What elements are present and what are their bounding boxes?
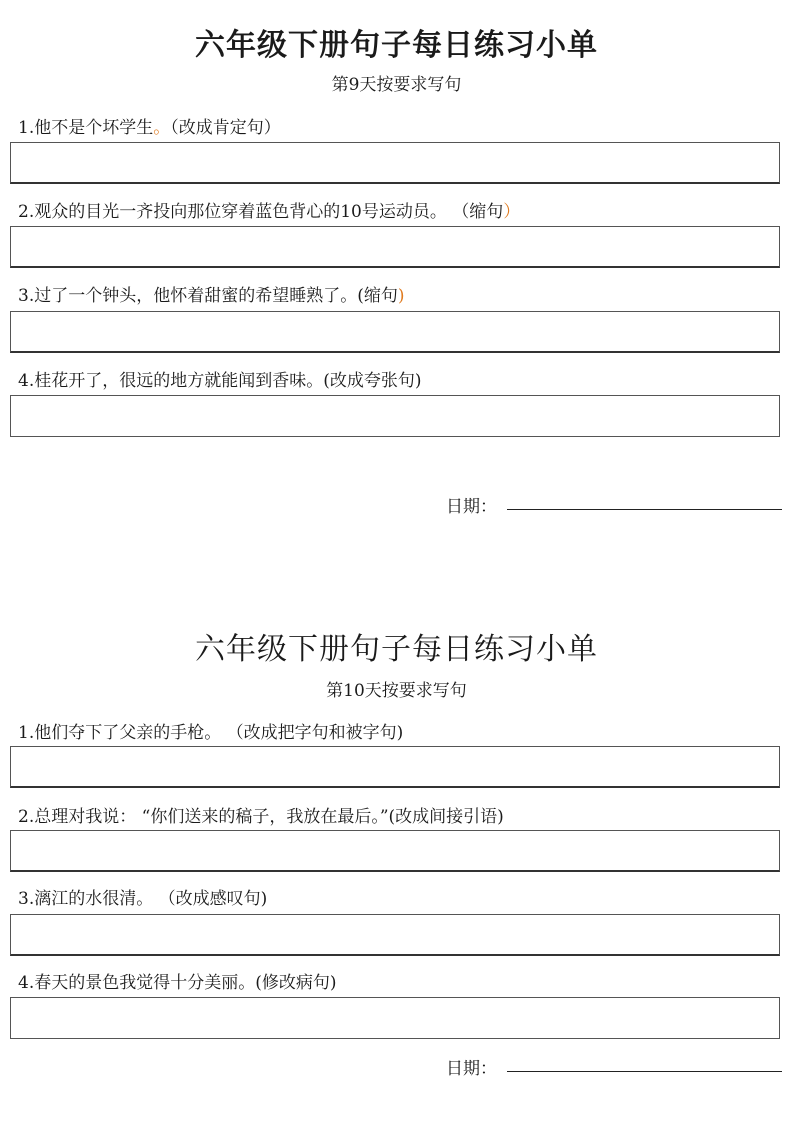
question-4: 4.春天的景色我觉得十分美丽。(修改病句): [18, 973, 337, 993]
answer-box-1[interactable]: [10, 746, 780, 788]
question-4: 4.桂花开了，很远的地方就能闻到香味。(改成夸张句): [18, 371, 422, 391]
worksheet-subtitle: 第9天按要求写句: [331, 75, 462, 95]
answer-box-4[interactable]: [10, 997, 780, 1039]
date-label: 日期：: [446, 497, 497, 517]
question-1: 1.他不是个坏学生。（改成肯定句）: [18, 118, 281, 138]
date-label: 日期：: [446, 1059, 497, 1079]
date-line[interactable]: [507, 509, 782, 510]
question-1: 1.他们夺下了父亲的手枪。 （改成把字句和被字句): [18, 723, 404, 743]
worksheet-title: 六年级下册句子每日练习小单: [195, 632, 598, 667]
answer-box-3[interactable]: [10, 311, 780, 353]
worksheet-subtitle: 第10天按要求写句: [326, 681, 467, 701]
answer-box-1[interactable]: [10, 142, 780, 184]
question-2: 2.观众的目光一齐投向那位穿着蓝色背心的10号运动员。 （缩句）: [18, 202, 521, 222]
worksheet-title: 六年级下册句子每日练习小单: [195, 28, 598, 63]
question-2: 2.总理对我说： “你们送来的稿子，我放在最后。”(改成间接引语): [18, 807, 504, 827]
answer-box-4[interactable]: [10, 395, 780, 437]
answer-box-3[interactable]: [10, 914, 780, 956]
answer-box-2[interactable]: [10, 830, 780, 872]
date-line[interactable]: [507, 1071, 782, 1072]
question-3: 3.漓江的水很清。 （改成感叹句): [18, 889, 268, 909]
answer-box-2[interactable]: [10, 226, 780, 268]
question-3: 3.过了一个钟头，他怀着甜蜜的希望睡熟了。(缩句): [18, 286, 405, 306]
